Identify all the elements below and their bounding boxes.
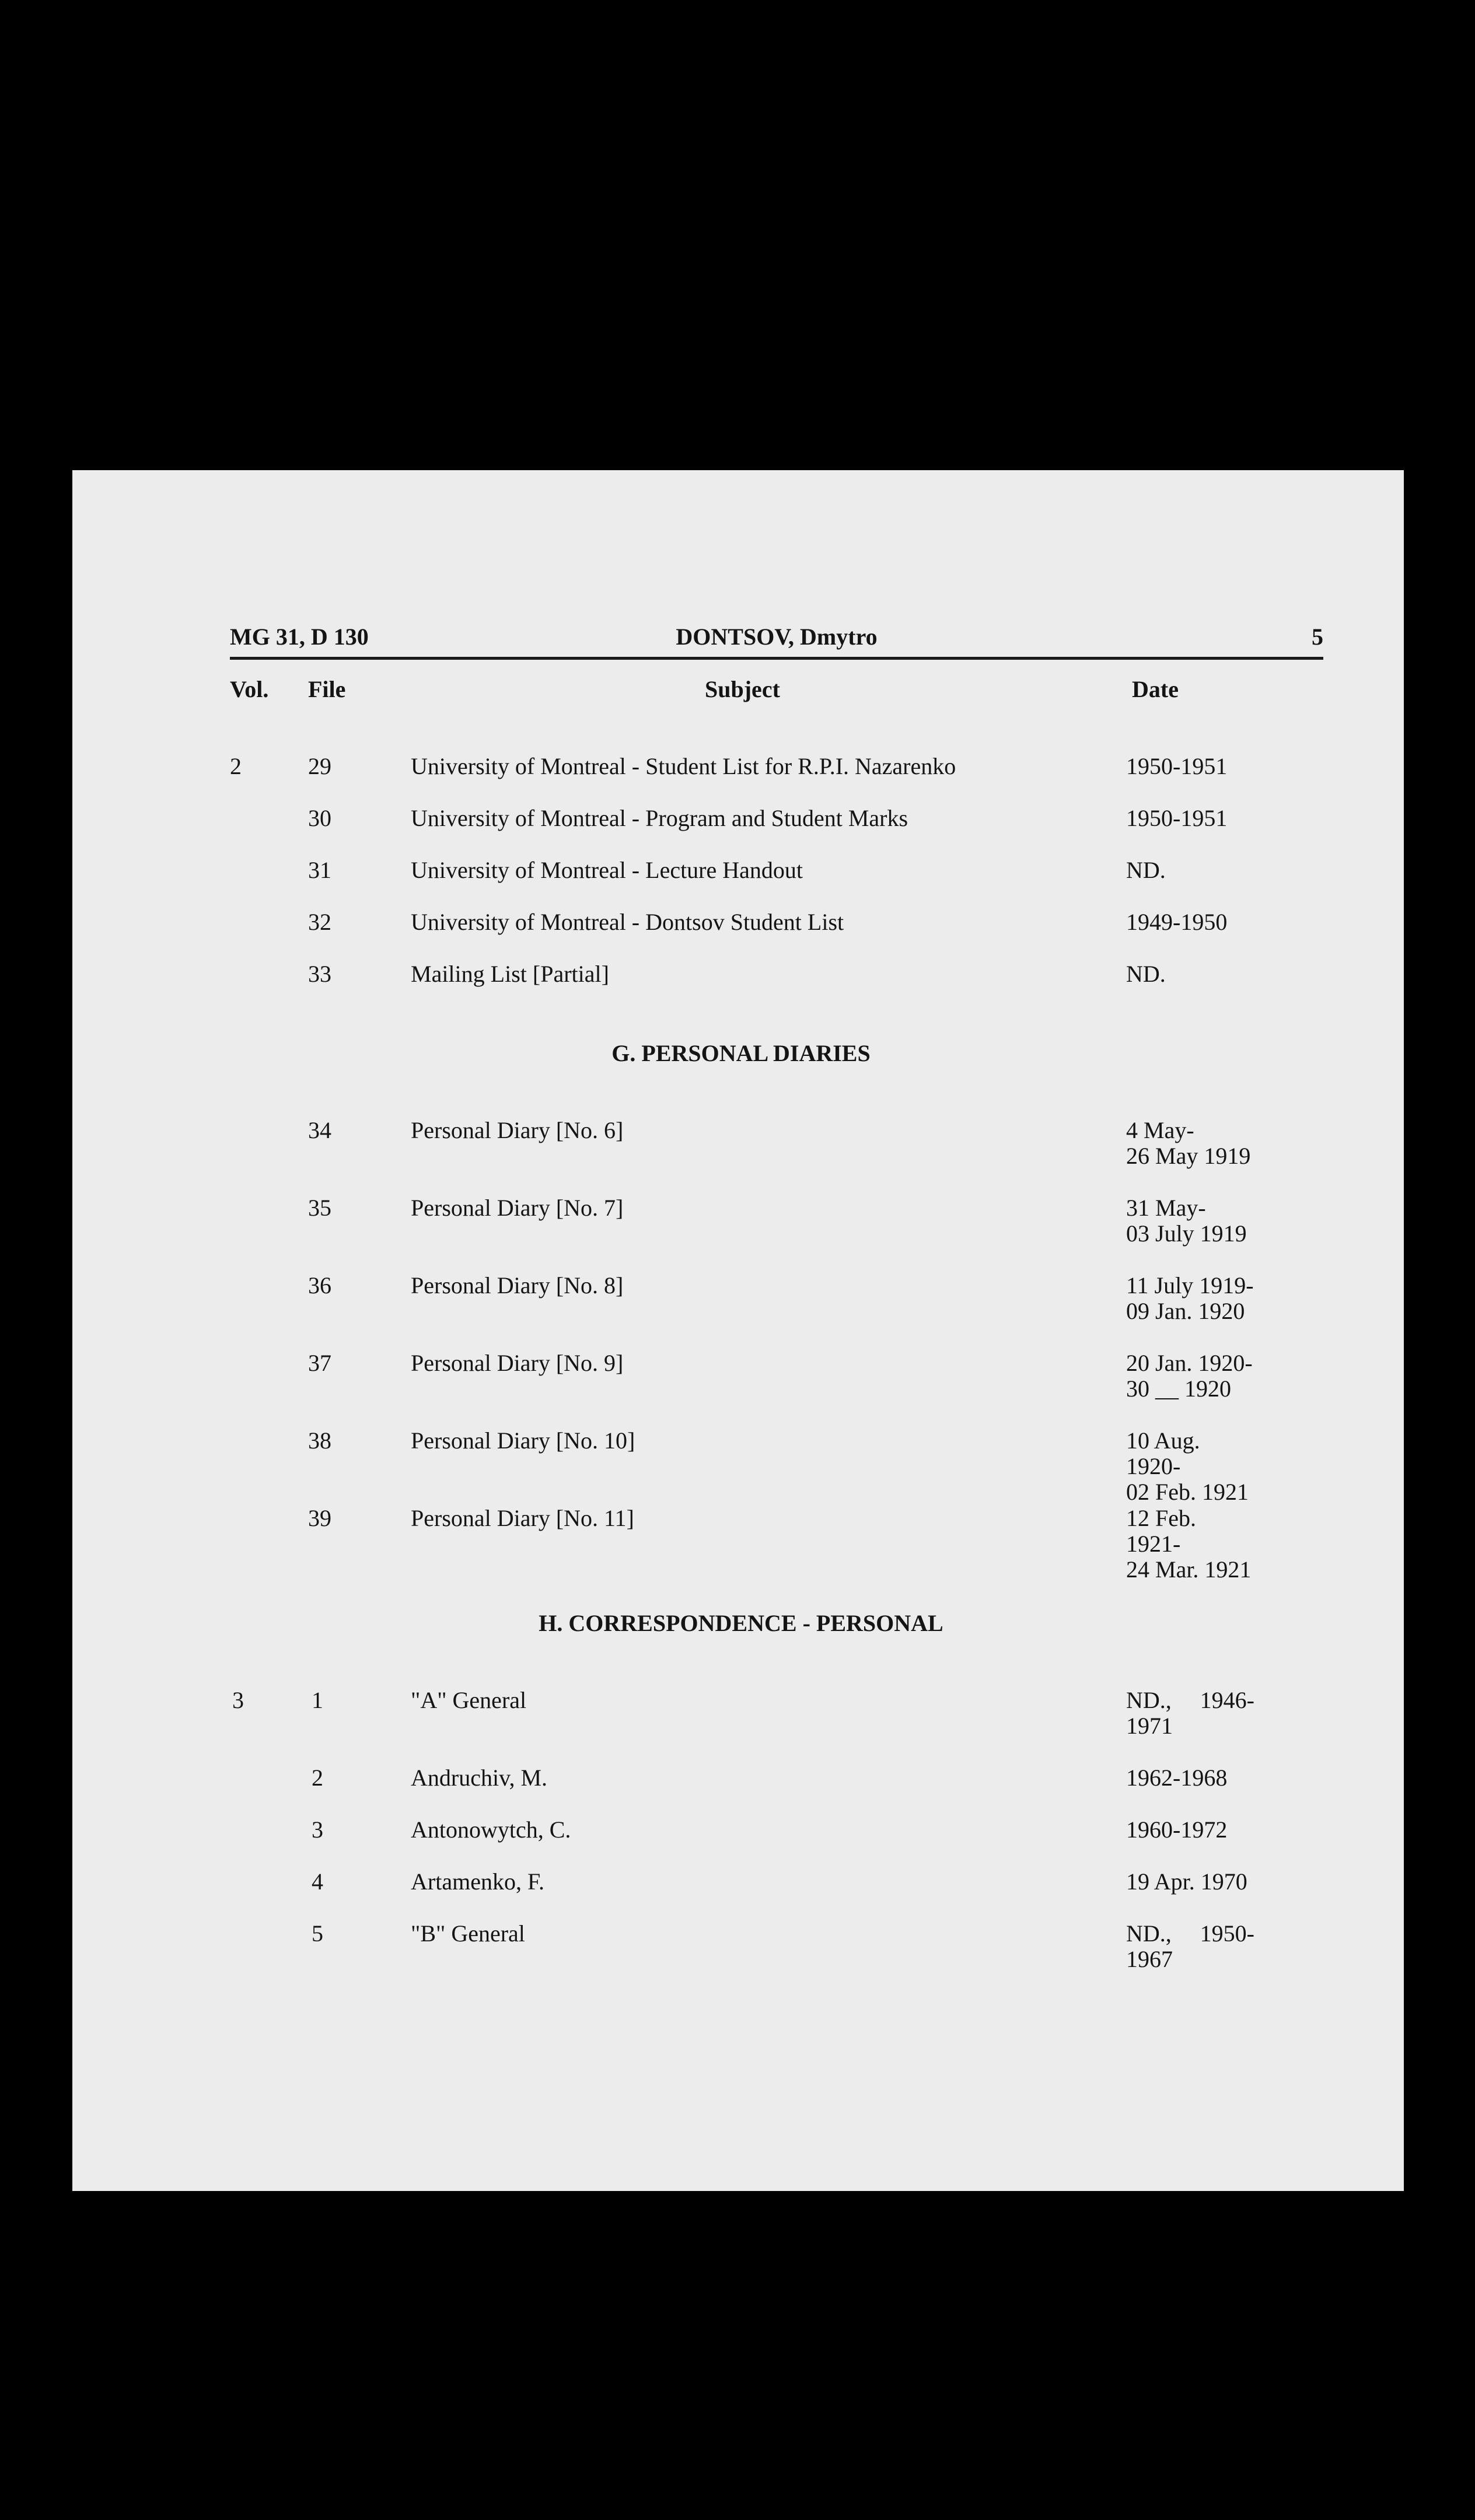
date-end: 1967 [1126, 1946, 1173, 1972]
date-end: 03 July 1919 [1126, 1220, 1247, 1247]
column-header-file: File [308, 676, 346, 702]
date-text: 19 Apr. 1970 [1126, 1868, 1247, 1895]
subject-text: Personal Diary [No. 7] [411, 1195, 624, 1221]
subject-text: Andruchiv, M. [411, 1765, 548, 1791]
subject-text: Artamenko, F. [411, 1868, 544, 1895]
file-number: 2 [312, 1765, 323, 1791]
volume-number: 2 [230, 753, 242, 779]
date-start: 12 Feb. 1921- [1126, 1505, 1196, 1557]
file-number: 5 [312, 1920, 323, 1947]
date-end: 09 Jan. 1920 [1126, 1298, 1245, 1324]
column-header-date: Date [1132, 676, 1179, 702]
date-range [1126, 1350, 1254, 1402]
volume-number: 3 [232, 1687, 244, 1713]
date-range [1126, 1921, 1254, 1972]
subject-text: University of Montreal - Dontsov Student List [411, 909, 844, 935]
date-range [1126, 1195, 1254, 1247]
date-text: 1962-1968 [1126, 1765, 1228, 1791]
subject-text: Personal Diary [No. 6] [411, 1117, 624, 1143]
date-start: ND., [1126, 1920, 1172, 1947]
date-text: ND. [1126, 961, 1166, 987]
date-text: ND. [1126, 857, 1166, 883]
date-start: 11 July 1919- [1126, 1272, 1254, 1298]
date-range [1126, 1428, 1254, 1505]
column-header-vol: Vol. [230, 676, 269, 702]
page-title: DONTSOV, Dmytro [676, 624, 878, 650]
section-heading-correspondence: H. CORRESPONDENCE - PERSONAL [539, 1610, 943, 1636]
subject-text: Mailing List [Partial] [411, 961, 609, 987]
file-number: 3 [312, 1817, 323, 1843]
date-range [1126, 1273, 1254, 1324]
date-start: 31 May- [1126, 1195, 1206, 1221]
subject-text: University of Montreal - Student List for R.P.I. Nazarenko [411, 753, 956, 779]
file-number: 29 [308, 753, 331, 779]
date-end: 1971 [1126, 1713, 1173, 1739]
date-text: 1950-1951 [1126, 805, 1228, 831]
subject-text: Personal Diary [No. 9] [411, 1350, 624, 1376]
file-number: 37 [308, 1350, 331, 1376]
file-number: 36 [308, 1272, 331, 1298]
file-number: 30 [308, 805, 331, 831]
file-number: 33 [308, 961, 331, 987]
file-number: 31 [308, 857, 331, 883]
file-number: 34 [308, 1117, 331, 1143]
date-end: 02 Feb. 1921 [1126, 1479, 1249, 1505]
date-start-year: 1946- [1200, 1687, 1254, 1713]
fonds-reference: MG 31, D 130 [230, 624, 369, 650]
date-start: 4 May- [1126, 1117, 1194, 1143]
subject-text: University of Montreal - Lecture Handout [411, 857, 803, 883]
file-number: 39 [308, 1505, 331, 1531]
date-range [1126, 1506, 1254, 1583]
date-end: 24 Mar. 1921 [1126, 1556, 1252, 1583]
date-start: ND., [1126, 1687, 1172, 1713]
subject-text: Antonowytch, C. [411, 1817, 571, 1843]
date-start: 20 Jan. 1920- [1126, 1350, 1253, 1376]
date-start-year: 1950- [1200, 1920, 1254, 1947]
file-number: 35 [308, 1195, 331, 1221]
date-end: 30 __ 1920 [1126, 1376, 1231, 1402]
subject-text: "B" General [411, 1920, 525, 1947]
date-range [1126, 1118, 1254, 1169]
date-text: 1950-1951 [1126, 753, 1228, 779]
file-number: 32 [308, 909, 331, 935]
subject-text: Personal Diary [No. 8] [411, 1272, 624, 1298]
subject-text: Personal Diary [No. 10] [411, 1427, 635, 1454]
date-range [1126, 1688, 1254, 1739]
page-header [230, 621, 1323, 660]
date-start: 10 Aug. 1920- [1126, 1427, 1200, 1479]
file-number: 1 [312, 1687, 323, 1713]
column-header-subject: Subject [705, 676, 780, 702]
page-number: 5 [1312, 624, 1323, 650]
file-number: 38 [308, 1427, 331, 1454]
date-text: 1960-1972 [1126, 1817, 1228, 1843]
file-number: 4 [312, 1868, 323, 1895]
subject-text: "A" General [411, 1687, 527, 1713]
section-heading-personal-diaries: G. PERSONAL DIARIES [611, 1040, 871, 1066]
document-page [72, 470, 1404, 2191]
date-text: 1949-1950 [1126, 909, 1228, 935]
subject-text: University of Montreal - Program and Student Marks [411, 805, 908, 831]
subject-text: Personal Diary [No. 11] [411, 1505, 634, 1531]
date-end: 26 May 1919 [1126, 1143, 1251, 1169]
